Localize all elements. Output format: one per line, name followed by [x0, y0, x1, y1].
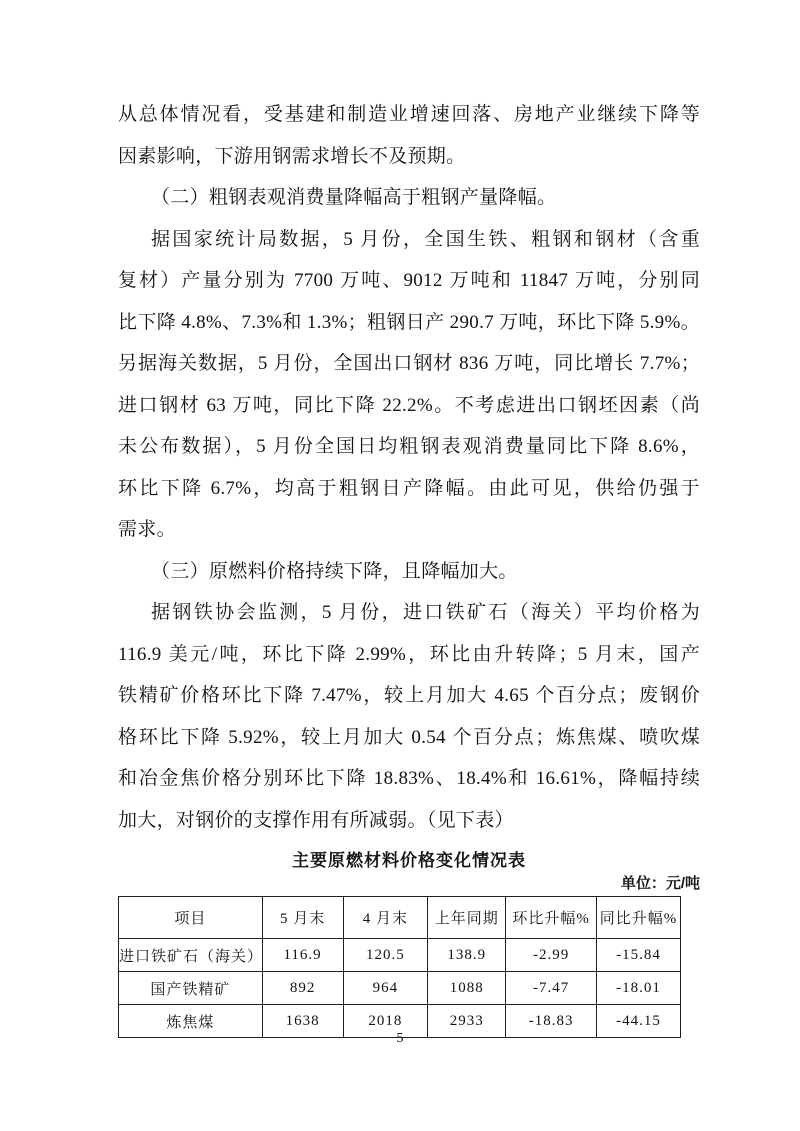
table-cell: -15.84 [597, 939, 681, 972]
body-line: 另据海关数据，5 月份，全国出口钢材 836 万吨，同比增长 7.7%； [118, 353, 700, 374]
table-row [119, 972, 681, 1005]
row-label: 炼焦煤 [119, 1005, 263, 1038]
table-cell: 1088 [428, 972, 506, 1005]
table-cell: -18.01 [597, 972, 681, 1005]
table-row [119, 939, 681, 972]
table-cell: -18.83 [506, 1005, 597, 1038]
section-heading-3: （三）原燃料价格持续下降，且降幅加大。 [151, 560, 518, 582]
column-header-lastyear: 上年同期 [428, 897, 506, 939]
body-line: 复材）产量分别为 7700 万吨、9012 万吨和 11847 万吨，分别同 [118, 270, 700, 291]
table-cell: 2933 [428, 1005, 506, 1038]
table-cell: 892 [262, 972, 343, 1005]
table-cell: 120.5 [343, 939, 428, 972]
table-cell: -44.15 [597, 1005, 681, 1038]
table-cell: 138.9 [428, 939, 506, 972]
table-cell: 964 [343, 972, 428, 1005]
column-header-april: 4 月末 [343, 897, 428, 939]
body-line: 格环比下降 5.92%，较上月加大 0.54 个百分点；炼焦煤、喷吹煤 [118, 726, 700, 748]
page-number: 5 [396, 1031, 404, 1046]
row-label: 进口铁矿石（海关） [119, 939, 263, 972]
table-header-row [119, 897, 681, 939]
price-table [118, 896, 681, 1038]
column-header-item: 项目 [119, 897, 263, 939]
body-line: 116.9 美元/吨，环比下降 2.99%，环比由升转降；5 月末，国产 [118, 643, 700, 665]
table-cell: -7.47 [506, 972, 597, 1005]
body-line: 据钢铁协会监测，5 月份，进口铁矿石（海关）平均价格为 [151, 602, 700, 623]
body-line: 铁精矿价格环比下降 7.47%，较上月加大 4.65 个百分点；废钢价 [118, 685, 700, 706]
body-line: 未公布数据），5 月份全国日均粗钢表观消费量同比下降 8.6%， [118, 436, 700, 457]
table-cell: -2.99 [506, 939, 597, 972]
body-line: 和冶金焦价格分别环比下降 18.83%、18.4%和 16.61%，降幅持续 [118, 768, 700, 789]
row-label: 国产铁精矿 [119, 972, 263, 1005]
body-line: 环比下降 6.7%，均高于粗钢日产降幅。由此可见，供给仍强于 [118, 477, 700, 499]
table-cell: 116.9 [262, 939, 343, 972]
body-line: 进口钢材 63 万吨，同比下降 22.2%。不考虑进出口钢坯因素（尚 [118, 394, 700, 416]
section-heading-2: （二）粗钢表观消费量降幅高于粗钢产量降幅。 [151, 187, 557, 208]
body-line: 需求。 [118, 519, 176, 540]
column-header-may: 5 月末 [262, 897, 343, 939]
table-cell: 1638 [262, 1005, 343, 1038]
table-cell: 2018 [343, 1005, 428, 1038]
body-line: 从总体情况看，受基建和制造业增速回落、房地产业继续下降等 [118, 104, 700, 125]
price-table-block [118, 849, 700, 1038]
column-header-yoy: 同比升幅% [597, 897, 681, 939]
table-title: 主要原燃材料价格变化情况表 [292, 851, 526, 870]
table-unit-label: 单位：元/吨 [620, 875, 700, 892]
body-line: 因素影响，下游用钢需求增长不及预期。 [118, 145, 466, 167]
page-content [118, 94, 700, 1038]
body-line: 据国家统计局数据，5 月份，全国生铁、粗钢和钢材（含重 [151, 228, 700, 250]
body-line: 加大，对钢价的支撑作用有所减弱。（见下表） [118, 809, 514, 831]
body-line: 比下降 4.8%、7.3%和 1.3%；粗钢日产 290.7 万吨，环比下降 5.9%。 [118, 311, 700, 333]
column-header-mom: 环比升幅% [506, 897, 597, 939]
